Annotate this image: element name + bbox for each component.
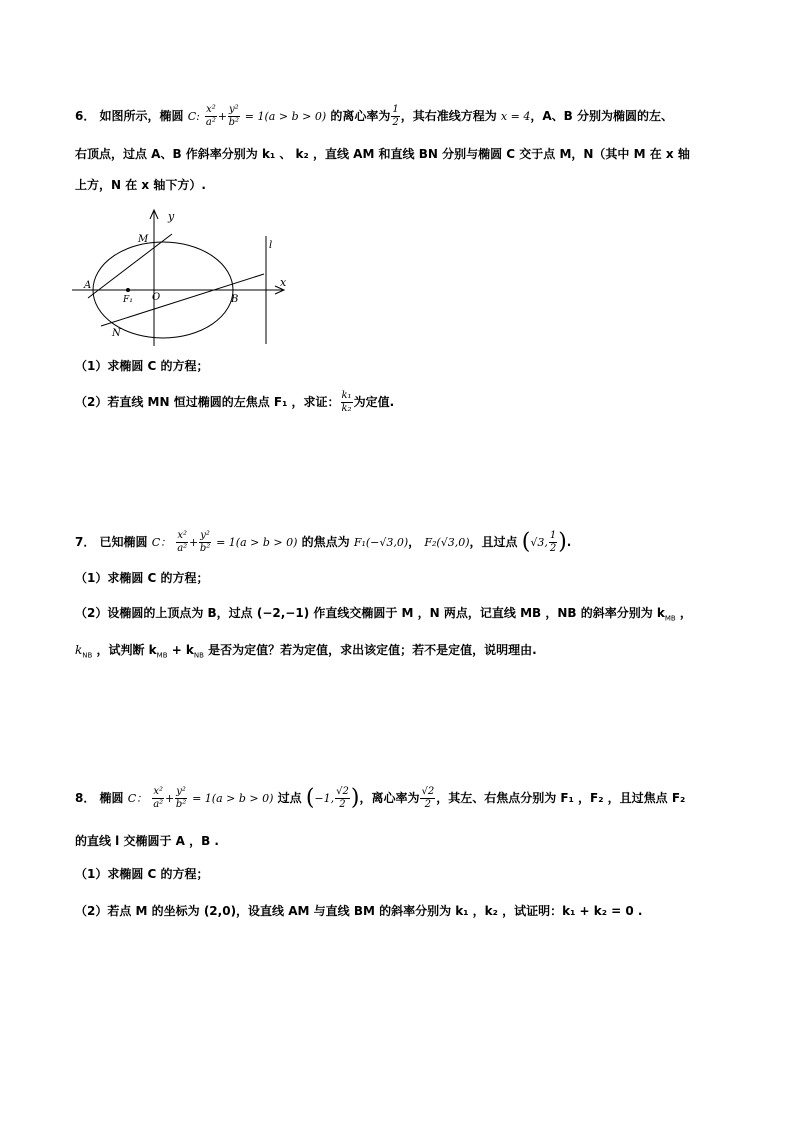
q7-sub-mb-2: MB bbox=[156, 651, 168, 660]
label-y: y bbox=[168, 210, 175, 223]
q7-text-5: . bbox=[566, 535, 572, 549]
q8-frac-e: $\frac{√2}{2}$ bbox=[421, 786, 435, 810]
q8-frac-x: $\frac{\text{x²}}{\text{a²}}$ bbox=[153, 786, 164, 810]
q8-point-x: −1, bbox=[314, 792, 335, 805]
label-l: l bbox=[269, 240, 273, 251]
q7-eq-rhs: = 1(a > b > 0) bbox=[216, 536, 298, 549]
q6-sub1: （1）求椭圆 C 的方程； bbox=[75, 359, 209, 373]
q6-frac-y: $\frac{\text{y²}}{\text{b²}}$ bbox=[228, 104, 239, 128]
q7-text: 已知椭圆 bbox=[99, 535, 148, 549]
label-f1: F₁ bbox=[123, 295, 133, 305]
q6-line1: 6． 如图所示，椭圆 C: $\frac{\text{x²}}{\text{a²}}$ + $\frac{\text{y²}}{\text{b²}}$ = 1(a > b > 0) 的离心率为 $\frac{1}{2}$ ，其右准线方程为 x = 4，A、B 分别为椭圆的左、 bbox=[75, 104, 673, 128]
q7-sub2-line2 bbox=[75, 641, 537, 664]
q7-text-3: ， bbox=[408, 535, 421, 549]
q6-eq-rhs: = 1(a > b > 0) bbox=[244, 110, 327, 123]
q7-sub2b-text: ，试判断 k bbox=[92, 643, 157, 657]
q8-eq-lhs: C： bbox=[127, 792, 148, 805]
q8-text: 椭圆 bbox=[99, 791, 124, 805]
q7-sub2b-end: 是否为定值？若为定值，求出该定值；若不是定值，说明理由. bbox=[203, 643, 537, 657]
q8-line2: 的直线 l 交椭圆于 A ，B . bbox=[75, 834, 219, 848]
label-o: O bbox=[152, 292, 161, 303]
q7-text-4: ，且过点 bbox=[469, 535, 518, 549]
q6-frac-e: $\frac{1}{2}$ bbox=[392, 104, 399, 128]
q6-line3: 上方，N 在 x 轴下方）. bbox=[75, 178, 206, 192]
q7-line1: 7． 已知椭圆 C： $\frac{\text{x²}}{\text{a²}}$ + $\frac{\text{y²}}{\text{b²}}$ = 1(a > b > 0) 的焦点为 F₁(−√3,0)， F₂(√3,0)，且过点 (√3, $\frac{1}{2}$ ). bbox=[75, 529, 572, 555]
q8-frac-y: $\frac{\text{y²}}{\text{b²}}$ bbox=[175, 786, 187, 810]
label-a: A bbox=[84, 280, 92, 291]
q8-text-3: ，离心率为 bbox=[359, 791, 420, 805]
q8-sub2: （2）若点 M 的坐标为 (2,0)，设直线 AM 与直线 BM 的斜率分别为 k₁ ，k₂ ，试证明：k₁ + k₂ = 0 . bbox=[75, 904, 643, 918]
q7-sub2-comma: ， bbox=[675, 606, 692, 620]
q6-text-3: ，其右准线方程为 bbox=[400, 109, 497, 123]
q6-sub2-end: 为定值. bbox=[353, 395, 395, 409]
q7-sub-mb: MB bbox=[664, 614, 676, 623]
q7-sub-nb: NB bbox=[82, 651, 93, 660]
label-n: N bbox=[112, 328, 121, 339]
q7-eq-lhs: C： bbox=[151, 536, 172, 549]
q7-sub-nb-2: NB bbox=[193, 651, 204, 660]
q6-directrix: x = 4 bbox=[500, 110, 531, 123]
q6-text: 如图所示，椭圆 bbox=[99, 109, 184, 123]
q8-line1: 8． 椭圆 C： $\frac{\text{x²}}{\text{a²}}$ + $\frac{\text{y²}}{\text{b²}}$ = 1(a > b > 0) 过点 (−1, $\frac{√2}{2}$ )，离心率为 $\frac{√2}{2}$ ，其左、右焦点分别为 F₁ ，F₂ ，且过焦点 F₂ bbox=[75, 785, 686, 811]
q8-sub1: （1）求椭圆 C 的方程； bbox=[75, 867, 209, 881]
q7-number: 7． bbox=[75, 535, 96, 549]
q8-text-2: 过点 bbox=[277, 791, 302, 805]
q8-text-4: ，其左、右焦点分别为 F₁ ，F₂ ，且过焦点 F₂ bbox=[436, 791, 686, 805]
q6-text-2: 的离心率为 bbox=[330, 109, 391, 123]
q7-plus: + k bbox=[167, 643, 194, 657]
q6-line2: 右顶点，过点 A、B 作斜率分别为 k₁ 、 k₂ ，直线 AM 和直线 BN 分别与椭圆 C 交于点 M，N（其中 M 在 x 轴 bbox=[75, 147, 690, 161]
label-m: M bbox=[138, 234, 149, 245]
q7-k: k bbox=[75, 643, 83, 657]
label-x: x bbox=[280, 276, 287, 289]
q8-frac-root: $\frac{√2}{2}$ bbox=[336, 786, 349, 810]
q6-text-4: ，A、B 分别为椭圆的左、 bbox=[530, 109, 673, 123]
q7-text-2: 的焦点为 bbox=[301, 535, 350, 549]
q6-sub2 bbox=[75, 390, 394, 415]
focus-f1-point bbox=[126, 288, 130, 292]
q7-sub2-line1 bbox=[75, 604, 692, 627]
q7-focus-f1: F₁(−√3,0) bbox=[353, 536, 409, 549]
q6-sub2-text: （2）若直线 MN 恒过椭圆的左焦点 F₁ ，求证： bbox=[75, 395, 340, 409]
q7-frac-half: $\frac{1}{2}$ bbox=[549, 530, 557, 554]
q7-frac-x: $\frac{\text{x²}}{\text{a²}}$ bbox=[177, 530, 188, 554]
q7-point-x: √3, bbox=[530, 536, 548, 549]
q7-sub1: （1）求椭圆 C 的方程； bbox=[75, 571, 209, 585]
q6-frac-x: $\frac{\text{x²}}{\text{a²}}$ bbox=[205, 104, 216, 128]
q8-eq-rhs: = 1(a > b > 0) bbox=[192, 792, 274, 805]
q6-number: 6． bbox=[75, 109, 96, 123]
q7-focus-f2: F₂(√3,0) bbox=[424, 536, 470, 549]
q6-figure bbox=[68, 204, 298, 349]
q8-number: 8． bbox=[75, 791, 96, 805]
q6-eq-lhs: C: bbox=[187, 110, 200, 123]
label-b: B bbox=[231, 294, 239, 305]
q6-frac-k: $\frac{\text{k₁}}{\text{k₂}}$ bbox=[341, 390, 352, 414]
q7-frac-y: $\frac{\text{y²}}{\text{b²}}$ bbox=[199, 530, 211, 554]
line-am bbox=[88, 234, 172, 298]
q7-sub2-text: （2）设椭圆的上顶点为 B，过点 (−2,−1) 作直线交椭圆于 M ，N 两点，记直线 MB ，NB 的斜率分别为 k bbox=[75, 606, 665, 620]
